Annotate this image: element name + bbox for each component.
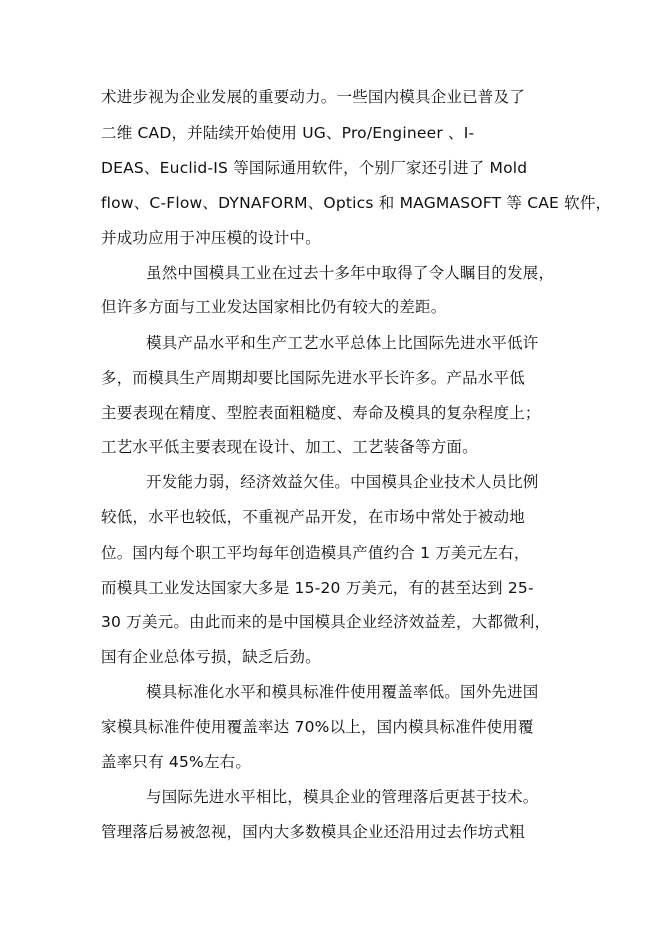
text-line: 但许多方面与工业发达国家相比仍有较大的差距。: [101, 298, 447, 316]
text-line: 30 万美元。由此而来的是中国模具企业经济效益差，大都微利，: [101, 613, 551, 631]
text-line: 位。国内每个职工平均每年创造模具产值约合 1 万美元左右，: [101, 544, 530, 562]
text-line: 而模具工业发达国家大多是 15-20 万美元，有的甚至达到 25-: [101, 579, 534, 597]
text-line: 较低，水平也较低，不重视产品开发，在市场中常处于被动地: [101, 508, 525, 526]
text-line: 管理落后易被忽视，国内大多数模具企业还沿用过去作坊式粗: [101, 823, 525, 841]
text-line: DEAS、Euclid-IS 等国际通用软件，个别厂家还引进了 Mold: [101, 159, 528, 177]
text-line: 虽然中国模具工业在过去十多年中取得了令人瞩目的发展，: [146, 264, 555, 282]
text-line: 工艺水平低主要表现在设计、加工、工艺装备等方面。: [101, 438, 478, 456]
text-line: 与国际先进水平相比，模具企业的管理落后更甚于技术。: [146, 788, 539, 806]
text-line: 多，而模具生产周期却要比国际先进水平长许多。产品水平低: [101, 369, 525, 387]
text-line: flow、C-Flow、DYNAFORM、Optics 和 MAGMASOFT 等 CAE 软件，: [101, 194, 612, 212]
text-line: 开发能力弱，经济效益欠佳。中国模具企业技术人员比例: [146, 473, 539, 491]
text-line: 模具产品水平和生产工艺水平总体上比国际先进水平低许: [146, 334, 539, 352]
text-line: 主要表现在精度、型腔表面粗糙度、寿命及模具的复杂程度上；: [101, 404, 541, 422]
text-line: 术进步视为企业发展的重要动力。一些国内模具企业已普及了: [101, 88, 525, 106]
text-line: 二维 CAD，并陆续开始使用 UG、Pro/Engineer 、I-: [101, 124, 475, 142]
text-line: 模具标准化水平和模具标准件使用覆盖率低。国外先进国: [146, 683, 539, 701]
text-line: 并成功应用于冲压模的设计中。: [101, 229, 321, 247]
text-line: 国有企业总体亏损，缺乏后劲。: [101, 648, 321, 666]
text-line: 家模具标准件使用覆盖率达 70%以上，国内模具标准件使用覆: [101, 718, 534, 736]
text-line: 盖率只有 45%左右。: [101, 753, 252, 771]
